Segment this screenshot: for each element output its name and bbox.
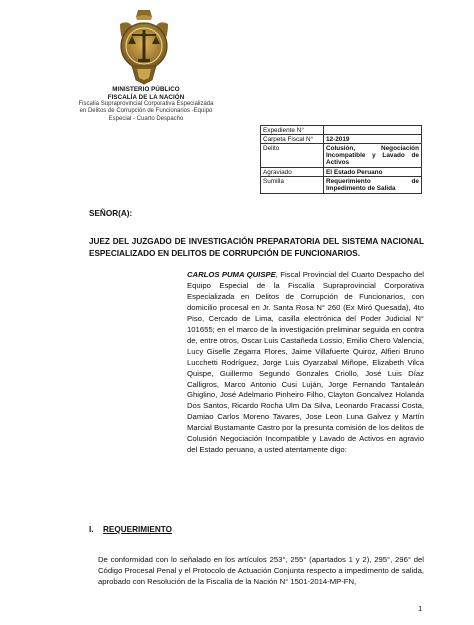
table-row bbox=[261, 168, 422, 177]
section-heading bbox=[89, 525, 172, 534]
intro-paragraph bbox=[187, 270, 424, 456]
section-number: I. bbox=[89, 525, 94, 534]
body-paragraph: De conformidad con lo señalado en los artículos 253°, 255° (apartados 1 y 2), 295°, 296° del Código Procesal Penal y el Protocolo de Actuación Conjunta respecto a impedimento de salida, aprobado con Resolución de la Fiscalía de la Nación N° 1501-2014-MP-FN, bbox=[98, 555, 424, 586]
section-title: REQUERIMIENTO bbox=[103, 525, 172, 534]
table-row bbox=[261, 135, 422, 144]
case-value: El Estado Peruano bbox=[324, 168, 422, 177]
salutation: SEÑOR(A): bbox=[89, 209, 133, 218]
office-line-1: Fiscalía Supraprovincial Corporativa Especializada bbox=[78, 101, 214, 107]
case-label: Sumilla bbox=[261, 177, 324, 193]
case-info-table bbox=[260, 125, 422, 194]
institution-header bbox=[62, 86, 230, 123]
case-label: Expediente N° bbox=[261, 126, 324, 135]
office-line-3: Especial - Cuarto Despacho bbox=[108, 115, 184, 122]
intro-text: , Fiscal Provincial del Cuarto Despacho del Equipo Especial de la Fiscalía Supraprovincial Corporativa Especializada en Delitos de Corrupción de Funcionarios, con domicilio procesal en Jr. Santa Rosa N° 260 (Ex Miró Quesada), 4to Piso, Cercado de Lima, casilla electrónica del Poder Judicial N° 101655; en el marco de la investigación preliminar seguida en contra de, entre otros, Oscar Luis Castañeda Lossio, Emilio Chero Valencia, Lucy Giselle Zegarra Flores, Jaime Villafuerte Quiroz, Alfieri Bruno Lucchetti Rodríguez, Jorge Luis Oyarzabal Miñope, Elizabeth Vilca Quispe, Guillermo Segundo Gonzales Criollo, José Luis Díaz Calligros, Marco Antonio Cusi Luján, Jorge Fernando Tantaleán Ghiglino, José Adelmario Pinheiro Filho, Clayton Goncalvez Holanda Dos Santos, Ricardo Rocha Ulm Da Silva, Leonardo Fracassi Costa, Damiao Carlos Moreno Tavares, Jose Leon Luna Galvez y Martín Marcial Bustamante Castro por la presunta comisión de los delitos de Colusión Negociación Incompatible y Lavado de Activos en agravio del Estado peruano, a usted atentamente digo: bbox=[187, 270, 424, 455]
office-line-2: en Delitos de Corrupción de Funcionarios -Equipo bbox=[79, 108, 213, 115]
table-row bbox=[261, 126, 422, 135]
ministerio-publico-seal bbox=[118, 8, 170, 86]
case-value: Colusión, Negociación Incompatible y Lavado de Activos bbox=[324, 144, 422, 168]
case-value: Requerimiento de Impedimento de Salida bbox=[324, 177, 422, 193]
case-label: Agraviado bbox=[261, 168, 324, 177]
case-label: Carpeta Fiscal N° bbox=[261, 135, 324, 144]
prosecutor-name: CARLOS PUMA QUISPE bbox=[187, 270, 276, 279]
addressee: JUEZ DEL JUZGADO DE INVESTIGACIÓN PREPARATORIA DEL SISTEMA NACIONAL ESPECIALIZADO EN DELITOS DE CORRUPCIÓN DE FUNCIONARIOS. bbox=[89, 237, 424, 258]
case-value bbox=[324, 126, 422, 135]
table-row bbox=[261, 144, 422, 168]
page-number: 1 bbox=[418, 604, 423, 613]
institution-name: MINISTERIO PÚBLICO bbox=[112, 86, 180, 93]
case-value: 12-2019 bbox=[324, 135, 422, 144]
table-row bbox=[261, 177, 422, 193]
institution-subname: FISCALÍA DE LA NACIÓN bbox=[107, 93, 185, 101]
case-label: Delito bbox=[261, 144, 324, 168]
